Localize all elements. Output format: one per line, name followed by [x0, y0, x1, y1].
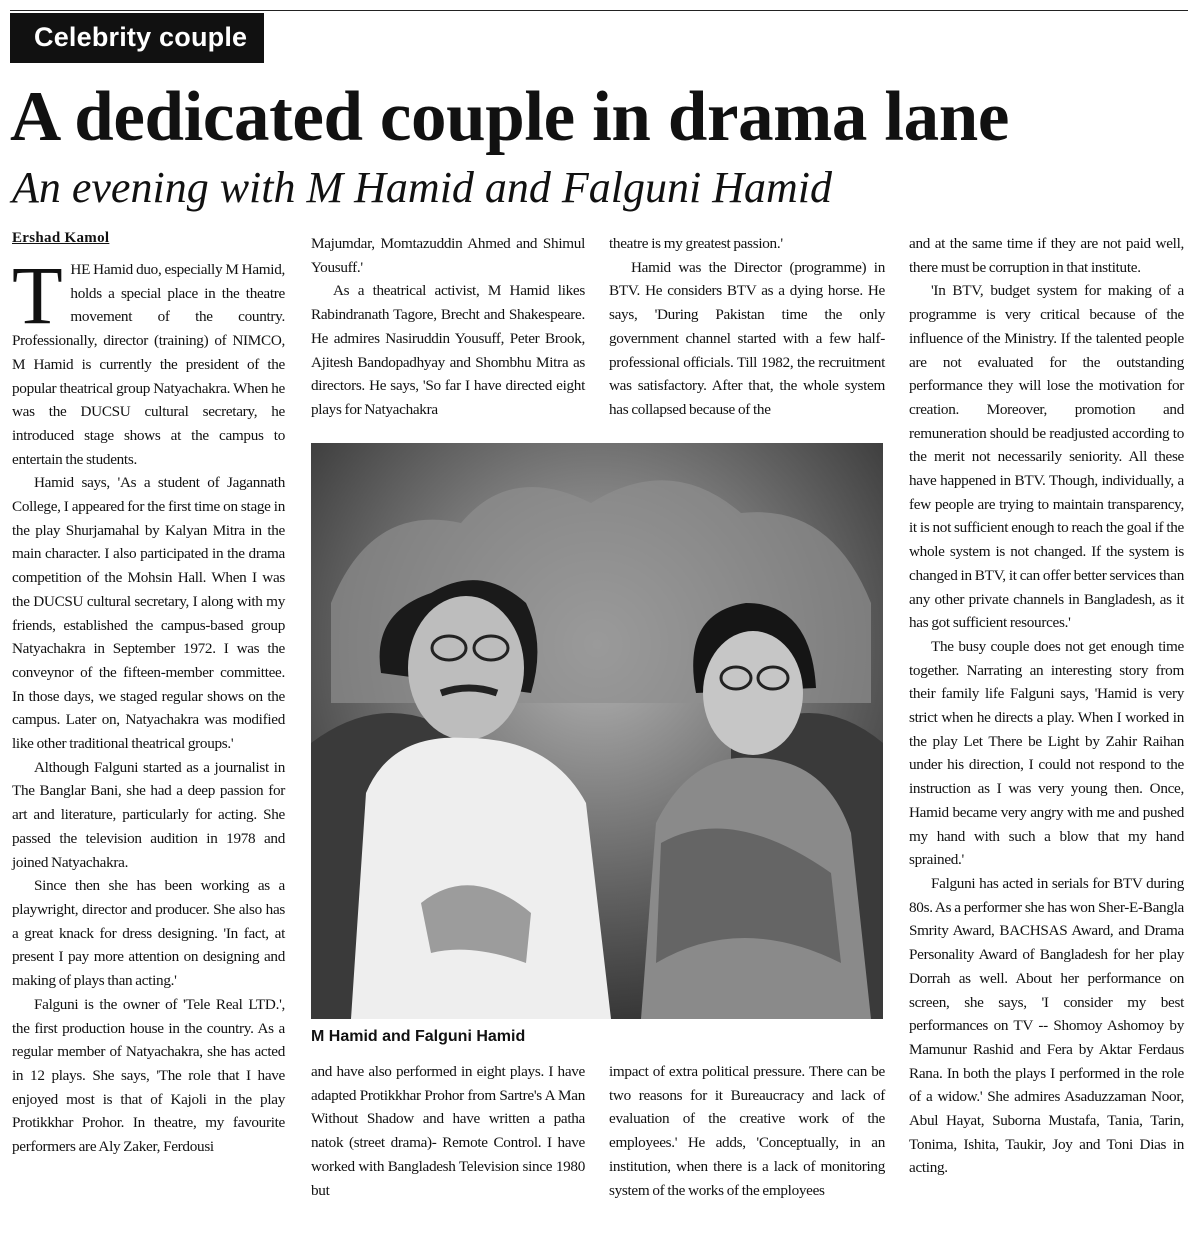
dropcap: T: [12, 249, 63, 341]
byline: Ershad Kamol: [12, 230, 110, 246]
couple-photo: [311, 443, 883, 1019]
paragraph: Although Falguni started as a journalist in The Banglar Bani, she had a deep passion for art and literature, particularly for acting. She passed the television audition in 1978 and joined Natyachakra.: [12, 758, 285, 871]
article-column-3-top: [609, 232, 885, 422]
article-column-4: [909, 232, 1184, 1180]
paragraph: and at the same time if they are not paid well, there must be corruption in that institute.: [909, 235, 1184, 276]
top-rule: [10, 10, 1188, 11]
paragraph: Hamid was the Director (programme) in BTV. He considers BTV as a dying horse. He says, 'During Pakistan time the only government channel started with a few half-professional officials. Till 1982, the recruitment was satisfactory. After that, the whole system has collapsed because of the: [609, 258, 885, 418]
article-column-3-bottom: [609, 1060, 885, 1202]
paragraph: As a theatrical activist, M Hamid likes Rabindranath Tagore, Brecht and Shakespeare. He admires Nasiruddin Yousuff, Peter Brook, Ajitesh Bandopadhyay and Shombhu Mitra as directors. He says, 'So far I have directed eight plays for Natyachakra: [311, 282, 585, 418]
paragraph: Falguni is the owner of 'Tele Real LTD.', the first production house in the country. As a regular member of Natyachakra, she has acted in 12 plays. She says, 'The role that I have enjoyed most is that of Kajoli in the play Protikkhar Prohor. In theatre, my favourite performers are Aly Zaker, Ferdousi: [12, 995, 285, 1156]
article-column-1: [12, 249, 285, 1159]
paragraph: theatre is my greatest passion.': [609, 235, 783, 252]
subheadline: An evening with M Hamid and Falguni Hamid: [12, 163, 833, 212]
paragraph: and have also performed in eight plays. I have adapted Protikkhar Prohor from Sartre's A Man Without Shadow and have written a patha natok (street drama)- Remote Control. I have worked with Bangladesh Television since 1980 but: [311, 1063, 585, 1199]
photo-caption: M Hamid and Falguni Hamid: [311, 1028, 526, 1045]
section-label: Celebrity couple: [10, 13, 264, 63]
article-column-2-bottom: [311, 1060, 585, 1202]
paragraph: Majumdar, Momtazuddin Ahmed and Shimul Yousuff.': [311, 235, 585, 276]
photo-illustration: [311, 443, 883, 1019]
headline: A dedicated couple in drama lane: [10, 78, 1009, 156]
paragraph: [12, 249, 285, 471]
paragraph: Falguni has acted in serials for BTV during 80s. As a performer she has won Sher-E-Bangla Smrity Award, BACHSAS Award, and Drama Personality Award of Bangladesh for her play Dorrah as well. About her performance on screen, she says, 'I consider my best performances on TV -- Shomoy Ashomoy by Mamunur Rashid and Fera by Aktar Ferdaus Rana. In both the plays I performed in the role of a widow.' She admires Asaduzzaman Noor, Abul Hayat, Suborna Mustafa, Tania, Tarin, Tonima, Ishita, Taukir, Joy and Toni Dias in acting.: [909, 874, 1184, 1177]
paragraph: Since then she has been working as a playwright, director and producer. She also has a great knack for dress designing. 'In fact, at present I pay more attention on designing and making of plays than acting.': [12, 877, 285, 990]
article-column-2-top: [311, 232, 585, 422]
paragraph-text: HE Hamid duo, especially M Hamid, holds a special place in the theatre movement of the country. Professionally, director (training) of NIMCO, M Hamid is currently the president of the popular theatrical group Natyachakra. When he was the DUCSU cultural secretary, he introduced stage shows at the campus to entertain the students.: [12, 261, 285, 468]
paragraph: impact of extra political pressure. There can be two reasons for it Bureaucracy and lack of evaluation of the creative work of the employees.' He adds, 'Conceptually, in an institution, when there is a lack of monitoring system of the works of the employees: [609, 1063, 885, 1199]
paragraph: 'In BTV, budget system for making of a programme is very critical because of the influence of the Ministry. If the talented people are not evaluated for the outstanding performance they will lose the motivation for creation. Moreover, promotion and remuneration should be readjusted according to the merit not necessarily seniority. All these have happened in BTV. Though, individually, a few people are trying to maintain transparency, it is not sufficient enough to reach the goal if the whole system is not changed. If the system is changed in BTV, it can offer better services than any other private channels in Bangladesh, as it has got sufficient resources.': [909, 282, 1184, 632]
paragraph: Hamid says, 'As a student of Jagannath College, I appeared for the first time on stage in the play Shurjamahal by Kalyan Mitra in the main character. I also participated in the drama competition of the Mohsin Hall. When I was the DUCSU cultural secretary, I along with my friends, established the campus-based group Natyachakra in September 1972. I was the conveynor of the fifteen-member committee. In those days, we staged regular shows on the campus. Later on, Natyachakra was modified like other traditional theatrical groups.': [12, 474, 285, 753]
paragraph: The busy couple does not get enough time together. Narrating an interesting story from their family life Falguni says, 'Hamid is very strict when he directs a play. When I worked in the play Let There be Light by Zahir Raihan under his direction, I could not respond to the instruction as I was very young then. Once, Hamid became very angry with me and pushed my hand with such a blow that my hand sprained.': [909, 637, 1184, 869]
